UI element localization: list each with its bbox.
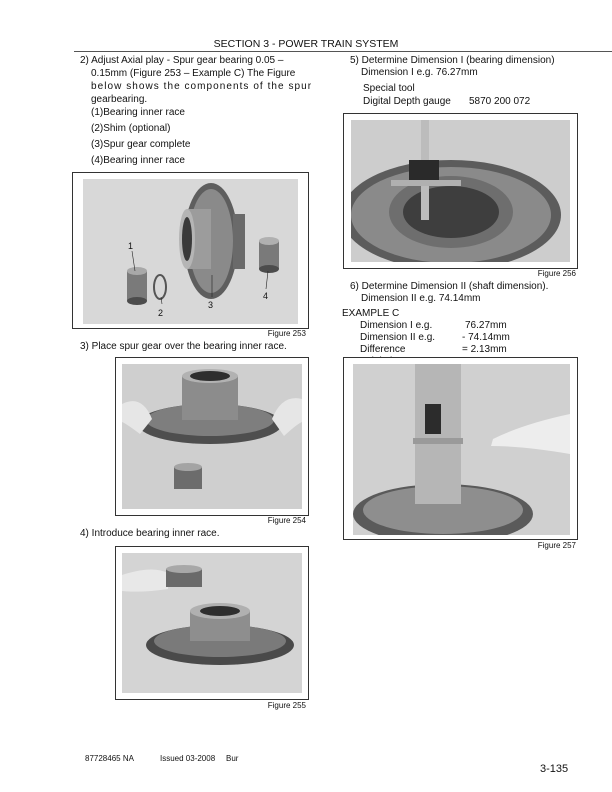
figure-256-frame [343,113,578,269]
example-row-label: Difference [360,344,406,355]
step6-line1: 6) Determine Dimension II (shaft dimension). [350,281,549,292]
figure-257-frame [343,357,578,540]
step5-line1: 5) Determine Dimension I (bearing dimension) [350,55,555,66]
page-number: 3-135 [540,763,569,775]
example-row-value: - 74.14mm [462,332,510,343]
example-row-value: = 2.13mm [462,344,507,355]
figure-257-photo [353,364,570,535]
special-tool-number: 5870 200 072 [469,96,531,107]
figure-254-photo [122,364,302,509]
issued-date: Issued 03-2008 [160,754,216,763]
header-rule [74,51,612,52]
special-tool-name: Digital Depth gauge [363,96,451,107]
bearing-insertion-illustration [122,553,302,693]
step2-line2: 0.15mm (Figure 253 – Example C) The Figure [91,68,296,79]
step4-text: 4) Introduce bearing inner race. [80,528,220,539]
figure-256-photo [351,120,570,262]
callout-3: 3 [208,300,214,310]
step5-line2: Dimension I e.g. 76.27mm [361,67,478,78]
component-item-2: (2)Shim (optional) [91,123,171,134]
step2-line1: 2) Adjust Axial play - Spur gear bearing 0.05 – [80,55,284,66]
step2-line3: below shows the components of the spur [91,81,313,92]
doc-number: 87728465 NA [85,754,134,763]
figure-257-caption: Figure 257 [537,541,576,550]
section-title: SECTION 3 - POWER TRAIN SYSTEM [213,38,399,50]
example-row-value: 76.27mm [465,320,507,331]
figure-256-caption: Figure 256 [537,269,576,278]
example-row-label: Dimension I e.g. [360,320,433,331]
example-title: EXAMPLE C [342,308,400,319]
special-tool-heading: Special tool [363,83,415,94]
figure-255-frame [115,546,309,700]
step6-line2: Dimension II e.g. 74.14mm [361,293,481,304]
example-row-label: Dimension II e.g. [360,332,436,343]
figure-255-caption: Figure 255 [267,701,306,710]
component-item-3: (3)Spur gear complete [91,139,191,150]
language-code: Bur [226,754,239,763]
component-item-4: (4)Bearing inner race [91,155,185,166]
figure-253-photo [83,179,298,324]
figure-254-caption: Figure 254 [267,516,306,525]
callout-1: 1 [128,241,134,251]
figure-253-frame [72,172,309,329]
depth-gauge-bearing-illustration [351,120,570,262]
callout-2: 2 [158,308,164,318]
component-item-1: (1)Bearing inner race [91,107,185,118]
step2-line4: gearbearing. [91,94,148,105]
step3-text: 3) Place spur gear over the bearing inner race. [80,341,287,352]
figure-255-photo [122,553,302,693]
callout-4: 4 [263,291,269,301]
figure-254-frame [115,357,309,516]
depth-gauge-shaft-illustration [353,364,570,535]
figure-253-caption: Figure 253 [267,329,306,338]
spur-gear-placement-illustration [122,364,302,509]
